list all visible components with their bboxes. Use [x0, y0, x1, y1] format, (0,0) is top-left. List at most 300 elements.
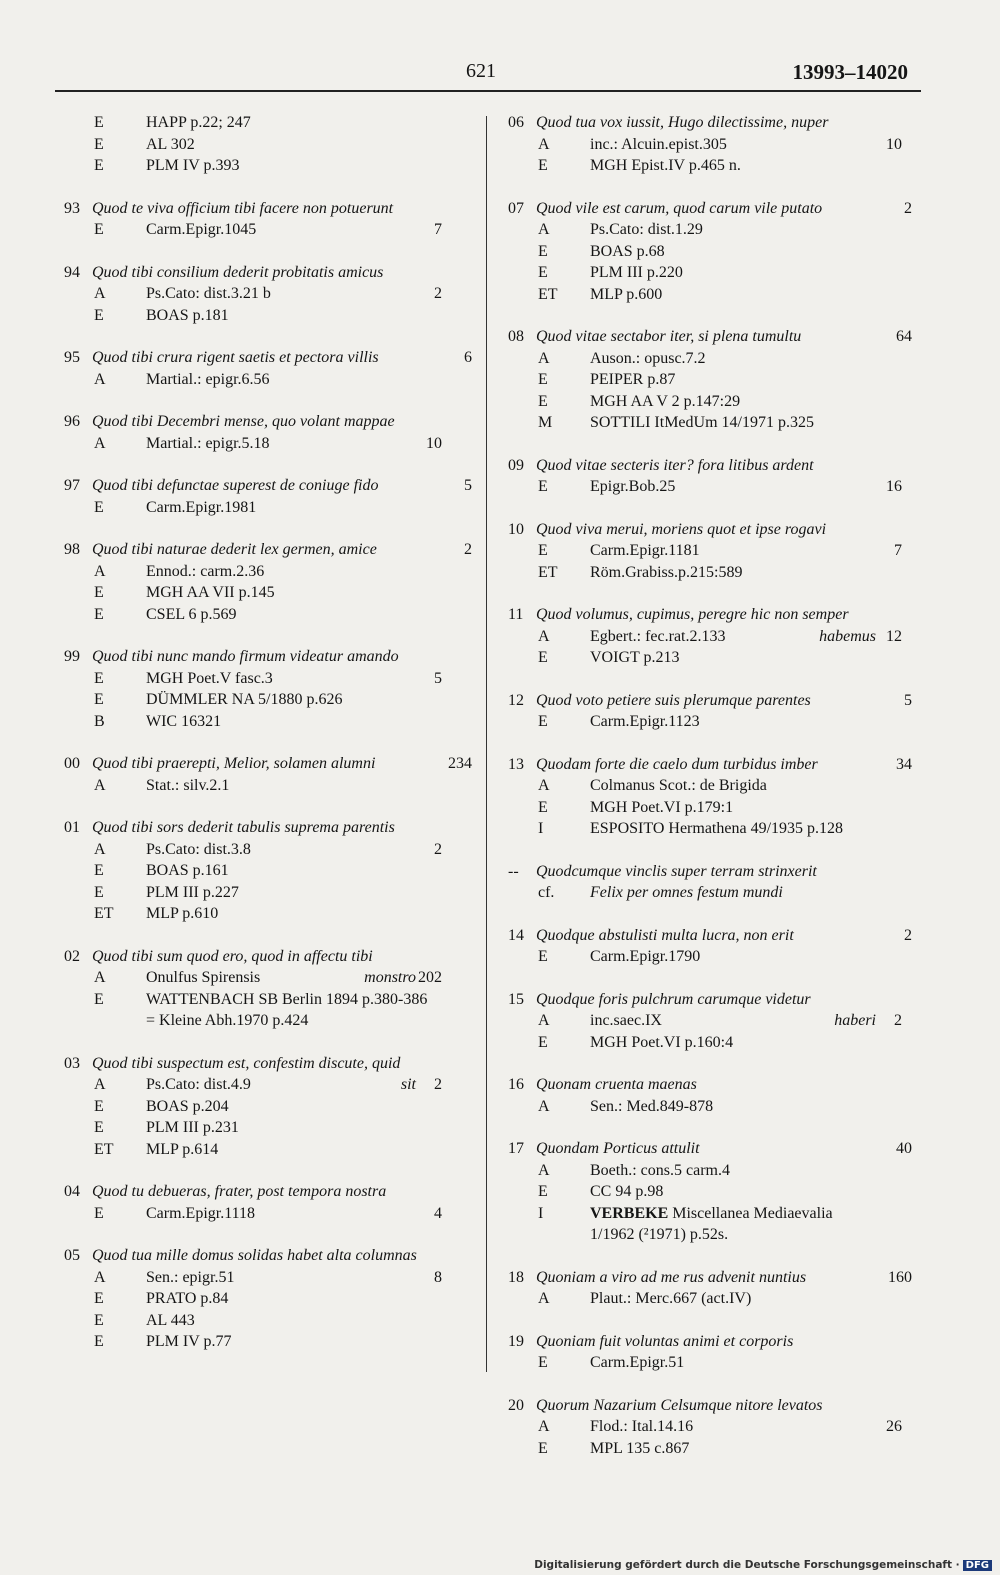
index-entry	[64, 112, 472, 177]
source-row	[508, 1224, 912, 1246]
source-code: E	[94, 1204, 104, 1222]
source-code: cf.	[538, 884, 555, 901]
source-reference: Martial.: epigr.5.18	[146, 434, 270, 452]
index-entry	[64, 347, 472, 390]
entry-headline	[64, 347, 472, 369]
source-reference: MGH Poet.V fasc.3	[146, 669, 273, 687]
source-code: E	[94, 691, 104, 708]
entry-headline	[508, 925, 912, 947]
source-reference: Ps.Cato: dist.1.29	[590, 221, 703, 238]
source-row	[64, 305, 472, 327]
entry-headline	[508, 519, 912, 541]
source-code: A	[538, 135, 550, 153]
source-reference: SOTTILI ItMedUm 14/1971 p.325	[590, 414, 814, 431]
source-row	[64, 1331, 472, 1353]
source-line-count: 7	[434, 221, 442, 238]
source-row	[508, 946, 912, 968]
entry-number: 05	[64, 1247, 80, 1264]
entry-incipit: Quondam Porticus attulit	[536, 1140, 700, 1157]
source-row	[508, 241, 912, 263]
entry-incipit: Quod vitae secteris iter? fora litibus ardent	[536, 456, 814, 474]
entry-number: 96	[64, 413, 80, 430]
entry-incipit: Quod tibi consilium dederit probitatis amicus	[92, 263, 384, 281]
source-reference: Carm.Epigr.1790	[590, 948, 701, 965]
index-entry	[508, 989, 912, 1054]
page-number: 621	[466, 60, 496, 82]
index-entry	[508, 690, 912, 733]
source-line-count: 16	[886, 478, 902, 495]
entry-headline	[64, 475, 472, 497]
header-rule	[55, 90, 921, 92]
source-reference: PRATO p.84	[146, 1290, 229, 1307]
source-code: E	[94, 990, 104, 1008]
entry-number: 15	[508, 990, 524, 1008]
entry-headline	[508, 1267, 912, 1289]
entry-line-count: 234	[448, 755, 472, 772]
source-code: E	[94, 498, 104, 516]
source-row	[64, 433, 472, 455]
source-row	[508, 775, 912, 797]
entry-headline	[508, 1331, 912, 1353]
source-code: A	[94, 562, 106, 580]
entry-headline	[64, 262, 472, 284]
source-code: E	[538, 542, 548, 559]
source-code: A	[538, 627, 550, 645]
source-row	[508, 1010, 912, 1032]
source-reference: MLP p.614	[146, 1140, 219, 1158]
entry-incipit: Quod tibi nunc mando firmum videatur amando	[92, 648, 399, 665]
index-entry	[64, 1181, 472, 1224]
source-reference: Sen.: epigr.51	[146, 1268, 235, 1286]
entry-number: 07	[508, 199, 524, 217]
entry-number: 06	[508, 114, 524, 131]
source-reference: VOIGT p.213	[590, 649, 680, 666]
author-surname: VERBEKE	[590, 1204, 669, 1222]
entry-incipit: Quod tua vox iussit, Hugo dilectissime, nuper	[536, 114, 829, 131]
source-row	[508, 1438, 912, 1460]
source-note: habemus	[819, 627, 876, 645]
source-reference: MGH Poet.VI p.179:1	[590, 798, 734, 816]
source-code: E	[94, 157, 104, 174]
index-entry	[64, 946, 472, 1032]
source-code: A	[94, 969, 106, 986]
entry-number: 04	[64, 1183, 80, 1200]
source-note: haberi	[834, 1012, 876, 1029]
source-reference: Ps.Cato: dist.4.9	[146, 1076, 251, 1093]
source-row	[508, 1352, 912, 1374]
entry-incipit: Quoniam fuit voluntas animi et corporis	[536, 1332, 794, 1350]
entry-headline	[508, 861, 912, 883]
source-row	[64, 839, 472, 861]
source-code: E	[94, 1333, 104, 1350]
source-reference: HAPP p.22; 247	[146, 114, 251, 131]
source-row	[508, 1203, 912, 1225]
source-code: E	[538, 242, 548, 260]
entry-incipit: Quod tua mille domus solidas habet alta columnas	[92, 1247, 417, 1264]
source-row	[508, 262, 912, 284]
source-code: A	[538, 1418, 550, 1435]
source-reference: Carm.Epigr.51	[590, 1354, 685, 1371]
source-code: E	[538, 1033, 548, 1051]
entry-number: 09	[508, 456, 524, 474]
source-row	[64, 112, 472, 134]
source-row	[64, 860, 472, 882]
source-line-count: 2	[894, 1012, 902, 1029]
source-reference: BOAS p.181	[146, 306, 229, 324]
source-reference: Carm.Epigr.1118	[146, 1204, 256, 1222]
source-row	[64, 1203, 472, 1225]
source-line-count: 2	[434, 285, 442, 302]
source-code: ET	[94, 905, 114, 922]
source-reference: = Kleine Abh.1970 p.424	[146, 1012, 309, 1029]
index-entry	[64, 1245, 472, 1353]
source-row	[64, 882, 472, 904]
index-entry	[508, 1395, 912, 1460]
source-row	[64, 775, 472, 797]
source-row	[508, 155, 912, 177]
source-code: E	[94, 306, 104, 324]
source-reference: PEIPER p.87	[590, 371, 676, 388]
source-row	[508, 412, 912, 434]
source-reference: MGH AA V 2 p.147:29	[590, 392, 741, 410]
source-code: E	[94, 605, 104, 623]
source-code: M	[538, 414, 553, 431]
entry-incipit: Quod tibi suspectum est, confestim discute, quid	[92, 1054, 401, 1072]
source-row	[64, 668, 472, 690]
source-code: A	[94, 1268, 106, 1286]
source-row	[508, 647, 912, 669]
source-code: E	[94, 1311, 104, 1329]
source-row	[508, 1416, 912, 1438]
entry-number: 12	[508, 691, 524, 709]
index-entry	[508, 754, 912, 840]
entry-incipit: Quod tibi sors dederit tabulis suprema parentis	[92, 819, 395, 836]
entry-headline	[508, 198, 912, 220]
source-reference: CC 94 p.98	[590, 1183, 664, 1200]
source-code: E	[94, 1097, 104, 1115]
entry-number: 00	[64, 755, 80, 772]
source-code: E	[538, 392, 548, 410]
entry-number: 13	[508, 755, 524, 773]
page-header	[0, 0, 1000, 100]
source-row	[64, 369, 472, 391]
entry-incipit: Quod volumus, cupimus, peregre hic non semper	[536, 606, 849, 623]
column-divider	[486, 116, 487, 1372]
entry-headline	[508, 604, 912, 626]
source-code: E	[94, 135, 104, 153]
source-row	[508, 219, 912, 241]
index-entry	[508, 519, 912, 584]
source-row	[508, 1096, 912, 1118]
source-row	[64, 1074, 472, 1096]
entry-range: 13993–14020	[792, 60, 908, 84]
source-row	[64, 155, 472, 177]
source-line-count: 2	[434, 1076, 442, 1093]
source-code: E	[538, 1439, 548, 1457]
source-reference: AL 302	[146, 135, 195, 153]
index-entry	[64, 1053, 472, 1161]
source-code: A	[94, 434, 106, 452]
source-reference: MPL 135 c.867	[590, 1439, 690, 1457]
source-reference: PLM IV p.77	[146, 1333, 232, 1350]
source-reference: PLM IV p.393	[146, 157, 240, 174]
source-row	[64, 561, 472, 583]
index-entry	[64, 411, 472, 454]
source-row	[508, 1032, 912, 1054]
source-reference: Boeth.: cons.5 carm.4	[590, 1161, 730, 1179]
source-row	[508, 711, 912, 733]
source-row	[64, 134, 472, 156]
index-entry	[508, 1074, 912, 1117]
source-code: A	[538, 1290, 550, 1307]
entry-number: 93	[64, 199, 80, 217]
entry-number: 98	[64, 541, 80, 558]
source-note: monstro	[364, 969, 416, 986]
entry-headline	[508, 989, 912, 1011]
source-reference: ESPOSITO Hermathena 49/1935 p.128	[590, 820, 844, 837]
source-line-count: 2	[434, 840, 442, 858]
index-entry	[64, 198, 472, 241]
source-line-count: 10	[886, 135, 902, 153]
entry-headline	[64, 198, 472, 220]
source-code: A	[94, 840, 106, 858]
source-line-count: 10	[426, 434, 442, 452]
source-reference: Carm.Epigr.1181	[590, 542, 700, 559]
source-line-count: 26	[886, 1418, 902, 1435]
source-reference: Carm.Epigr.1045	[146, 221, 257, 238]
entry-number: --	[508, 862, 519, 880]
entry-incipit: Quodcumque vinclis super terram strinxerit	[536, 862, 817, 880]
source-note: sit	[400, 1076, 416, 1093]
entry-number: 16	[508, 1076, 524, 1093]
index-entry	[508, 1138, 912, 1246]
source-row	[64, 1096, 472, 1118]
source-code: A	[538, 349, 550, 367]
source-row	[64, 1139, 472, 1161]
index-entry	[64, 646, 472, 732]
source-code: E	[94, 1290, 104, 1307]
source-row	[64, 1310, 472, 1332]
source-row	[508, 797, 912, 819]
source-reference: Egbert.: fec.rat.2.133	[590, 627, 726, 645]
source-code: A	[94, 285, 106, 302]
source-row	[508, 1160, 912, 1182]
entry-headline	[64, 817, 472, 839]
source-code: E	[94, 883, 104, 901]
dfg-logo: DFG	[963, 1560, 992, 1571]
index-entry	[64, 475, 472, 518]
source-reference: BOAS p.68	[590, 242, 665, 260]
source-reference: PLM III p.227	[146, 883, 239, 901]
source-reference: inc.: Alcuin.epist.305	[590, 135, 727, 153]
index-entry	[64, 262, 472, 327]
source-reference: MGH Epist.IV p.465 n.	[590, 157, 741, 174]
source-reference: PLM III p.231	[146, 1119, 239, 1136]
source-row	[508, 476, 912, 498]
entry-incipit: Quonam cruenta maenas	[536, 1076, 697, 1093]
source-reference: Epigr.Bob.25	[590, 478, 676, 495]
source-row	[508, 369, 912, 391]
source-code: E	[94, 221, 104, 238]
entry-line-count: 2	[904, 926, 912, 944]
entry-number: 17	[508, 1140, 524, 1157]
source-reference: WIC 16321	[146, 712, 222, 730]
source-reference: AL 443	[146, 1311, 195, 1329]
entry-line-count: 6	[464, 349, 472, 366]
source-code: E	[538, 1183, 548, 1200]
index-entry	[508, 861, 912, 904]
entry-number: 95	[64, 349, 80, 366]
entry-headline	[64, 646, 472, 668]
source-reference: PLM III p.220	[590, 264, 683, 281]
source-line-count: 4	[434, 1204, 442, 1222]
entry-incipit: Quodam forte die caelo dum turbidus imber	[536, 755, 818, 773]
source-row	[508, 134, 912, 156]
entry-incipit: Quorum Nazarium Celsumque nitore levatos	[536, 1396, 823, 1414]
source-code: I	[538, 1204, 544, 1222]
index-entry	[508, 455, 912, 498]
source-line-count: 7	[894, 542, 902, 559]
source-row	[508, 1288, 912, 1310]
entry-headline	[508, 326, 912, 348]
entry-headline	[508, 690, 912, 712]
index-entry	[508, 1267, 912, 1310]
source-row	[64, 1288, 472, 1310]
source-code: E	[94, 1119, 104, 1136]
source-code: A	[94, 776, 106, 794]
entry-headline	[508, 1395, 912, 1417]
entry-number: 20	[508, 1396, 524, 1414]
entry-headline	[508, 1074, 912, 1096]
source-reference: VERBEKE Miscellanea Mediaevalia	[590, 1204, 833, 1222]
source-reference: Ps.Cato: dist.3.8	[146, 840, 251, 858]
source-row	[508, 391, 912, 413]
entry-headline	[64, 539, 472, 561]
source-reference: Röm.Grabiss.p.215:589	[590, 563, 743, 581]
source-row	[508, 562, 912, 584]
source-reference: MGH AA VII p.145	[146, 584, 275, 601]
right-column	[508, 112, 912, 1480]
source-code: A	[538, 777, 550, 794]
source-code: E	[94, 114, 104, 131]
entry-incipit: Quod te viva officium tibi facere non potuerunt	[92, 199, 394, 217]
index-entry	[508, 326, 912, 434]
entry-line-count: 5	[904, 691, 912, 709]
entry-incipit: Quod vitae sectabor iter, si plena tumultu	[536, 328, 802, 345]
entry-incipit: Quod tibi crura rigent saetis et pectora villis	[92, 349, 379, 366]
source-code: A	[94, 1076, 106, 1093]
source-line-count: 202	[418, 969, 442, 986]
entry-headline	[508, 455, 912, 477]
source-row	[64, 582, 472, 604]
source-code: A	[538, 221, 550, 238]
source-reference: WATTENBACH SB Berlin 1894 p.380-386	[146, 990, 428, 1008]
source-reference: Onulfus Spirensis	[146, 969, 261, 986]
source-row	[508, 882, 912, 904]
entry-incipit: Quoniam a viro ad me rus advenit nuntius	[536, 1268, 807, 1286]
source-code: E	[538, 798, 548, 816]
source-code: ET	[538, 285, 558, 303]
source-code: E	[538, 713, 548, 730]
source-row	[64, 903, 472, 925]
source-code: E	[538, 948, 548, 965]
source-reference: CSEL 6 p.569	[146, 605, 237, 623]
source-row	[64, 1267, 472, 1289]
source-reference: Martial.: epigr.6.56	[146, 370, 270, 388]
source-code: E	[94, 862, 104, 879]
entry-line-count: 64	[896, 328, 912, 345]
source-reference: Sen.: Med.849-878	[590, 1097, 714, 1115]
source-row	[508, 348, 912, 370]
source-reference: Felix per omnes festum mundi	[590, 884, 783, 901]
source-reference: BOAS p.161	[146, 862, 229, 879]
entry-headline	[508, 112, 912, 134]
index-entry	[508, 198, 912, 306]
index-entry	[508, 112, 912, 177]
entry-incipit: Quodque foris pulchrum carumque videtur	[536, 990, 811, 1008]
source-row	[64, 1117, 472, 1139]
source-row	[508, 1181, 912, 1203]
source-row	[64, 604, 472, 626]
source-row	[64, 497, 472, 519]
left-column	[64, 112, 472, 1374]
entry-number: 97	[64, 477, 80, 494]
source-line-count: 5	[434, 669, 442, 687]
entry-headline	[64, 1181, 472, 1203]
source-code: E	[538, 157, 548, 174]
entry-headline	[508, 1138, 912, 1160]
index-entry	[508, 604, 912, 669]
source-reference: BOAS p.204	[146, 1097, 229, 1115]
entry-line-count: 2	[464, 541, 472, 558]
entry-incipit: Quod tibi praerepti, Melior, solamen alumni	[92, 755, 376, 772]
source-reference: MLP p.600	[590, 285, 663, 303]
source-row	[64, 219, 472, 241]
source-code: A	[94, 370, 106, 388]
source-row	[508, 626, 912, 648]
source-row	[64, 1010, 472, 1032]
source-reference: 1/1962 (²1971) p.52s.	[590, 1226, 729, 1243]
source-reference: Carm.Epigr.1123	[590, 713, 700, 730]
entry-number: 18	[508, 1268, 524, 1286]
entry-line-count: 34	[896, 755, 912, 773]
entry-line-count: 160	[888, 1268, 912, 1286]
entry-line-count: 40	[896, 1140, 912, 1157]
source-row	[64, 989, 472, 1011]
footer	[534, 1559, 992, 1571]
source-row	[64, 711, 472, 733]
entry-number: 02	[64, 947, 80, 965]
entry-headline	[64, 1245, 472, 1267]
index-entry	[64, 539, 472, 625]
index-entry	[64, 817, 472, 925]
source-reference: inc.saec.IX	[590, 1012, 662, 1029]
source-reference: Auson.: opusc.7.2	[590, 349, 706, 367]
source-code: E	[94, 669, 104, 687]
entry-incipit: Quod tu debueras, frater, post tempora nostra	[92, 1183, 387, 1200]
source-code: E	[538, 371, 548, 388]
entry-number: 01	[64, 819, 80, 836]
entry-number: 99	[64, 648, 80, 665]
entry-incipit: Quod tibi sum quod ero, quod in affectu tibi	[92, 947, 373, 965]
entry-line-count: 2	[904, 199, 912, 217]
entry-incipit: Quod tibi defunctae superest de coniuge fido	[92, 477, 379, 494]
source-code: E	[538, 649, 548, 666]
source-row	[64, 967, 472, 989]
source-code: A	[538, 1012, 550, 1029]
source-code: E	[94, 584, 104, 601]
entry-headline	[64, 753, 472, 775]
